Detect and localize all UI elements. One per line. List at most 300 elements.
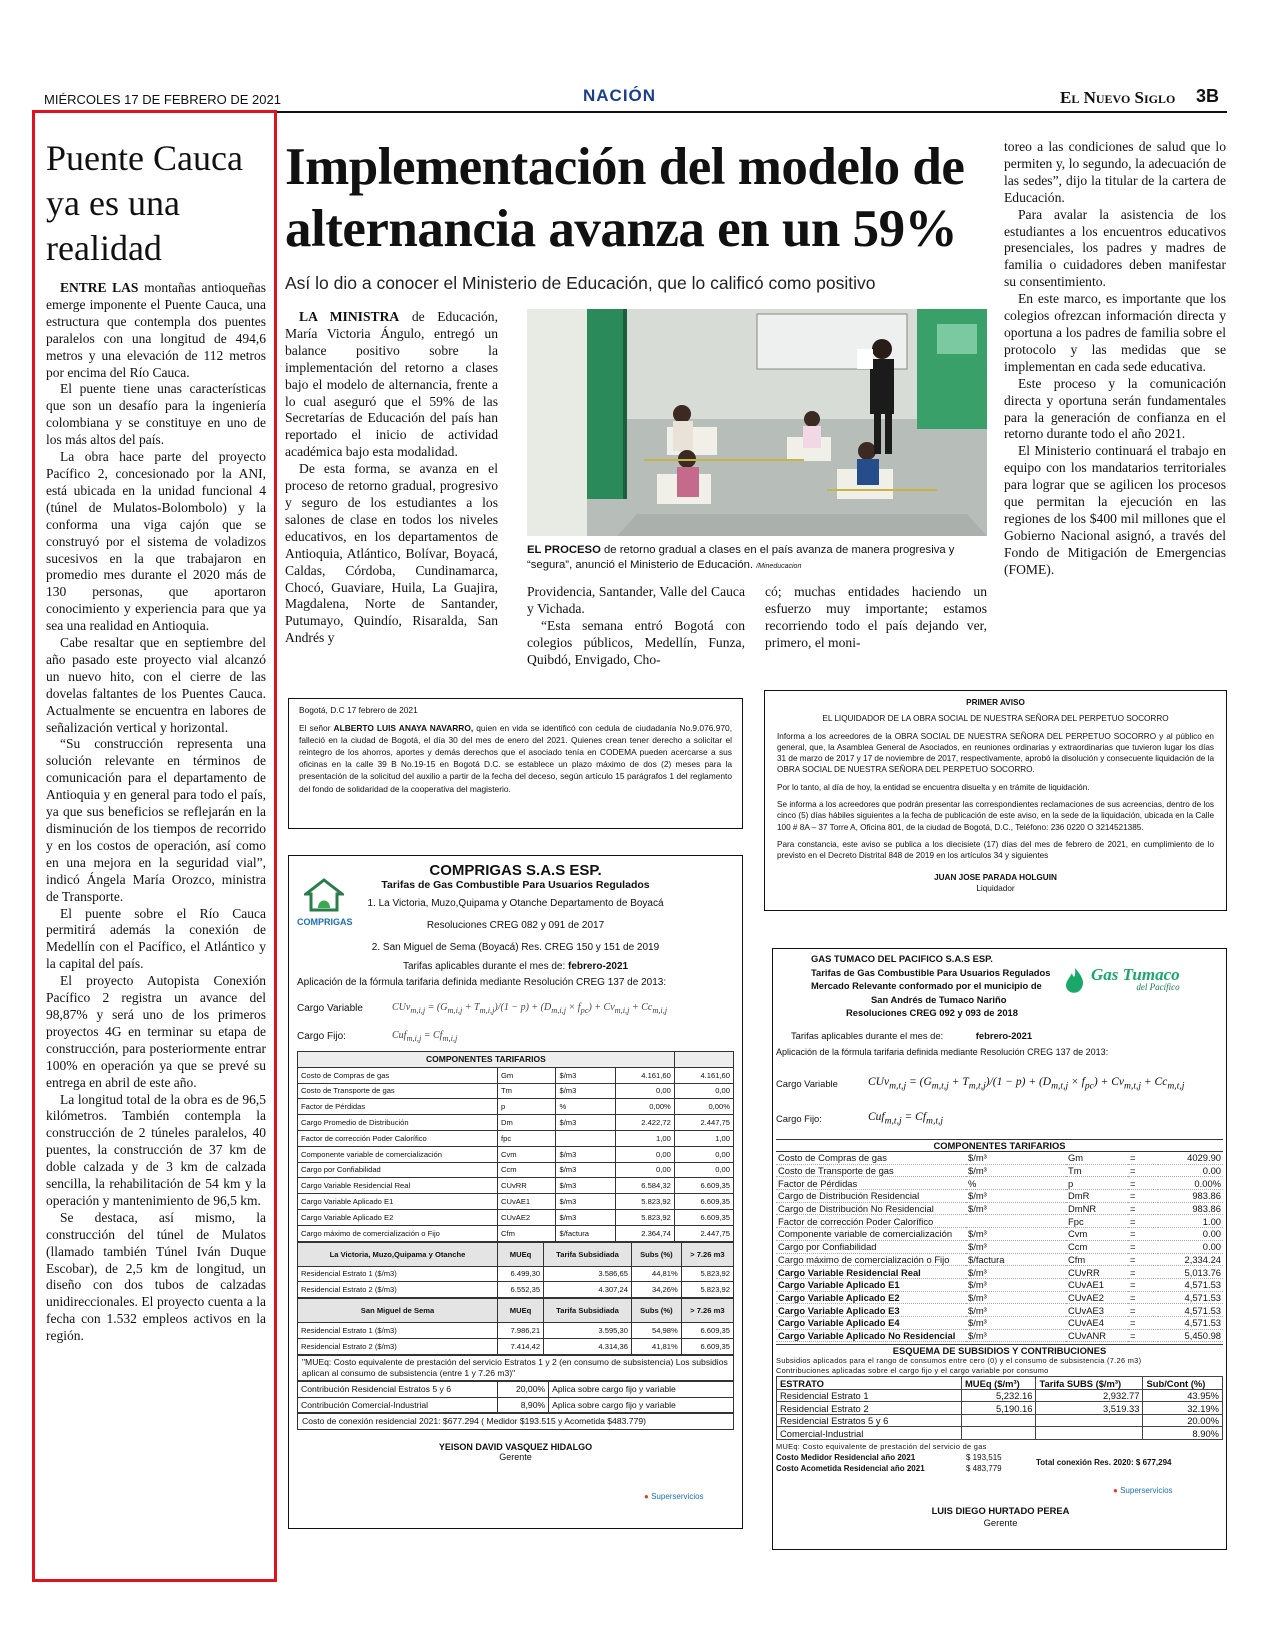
scheme-note: Contribuciones aplicadas sobre el cargo fijo y el cargo variable por consumo bbox=[776, 1366, 1049, 1376]
codema-notice bbox=[288, 698, 743, 829]
table-cell: Residencial Estrato 1 ($/m3) bbox=[298, 1266, 498, 1282]
formula-intro: Aplicación de la fórmula tarifaria definida mediante Resolución CREG 137 de 2013: bbox=[776, 1046, 1109, 1057]
table-cell: Factor de corrección Poder Calorífico bbox=[776, 1215, 966, 1228]
header-cell: Tarifa Subsidiada bbox=[544, 1299, 632, 1323]
table-header: COMPONENTES TARIFARIOS bbox=[298, 1052, 675, 1068]
table-cell: Residencial Estratos 5 y 6 bbox=[777, 1414, 962, 1427]
left-paragraph: La longitud total de la obra es de 96,5 kilómetros. También contempla la construcción de 2 túneles paralelos, 40 puentes, la construcción de 37 km de doble calzada y de 3 km de calzada sencilla, la rehabilitación de 54 km y la operación y mantenimiento de 96,5 km. bbox=[46, 1091, 266, 1208]
table-cell: 4.161,60 bbox=[674, 1067, 733, 1083]
table-cell: 32.19% bbox=[1143, 1402, 1223, 1415]
cargo-fijo-label: Cargo Fijo: bbox=[297, 1030, 346, 1042]
table-row bbox=[777, 1414, 1223, 1427]
table-cell: 5.823,92 bbox=[615, 1209, 674, 1225]
main-paragraph: El Ministerio continuará el trabajo en equipo con los mandatarios territoriales para lograr que se agilicen los procesos que permitan la ejecución en las regiones de los $400 mil millones que el Gobierno Nacional asignó, a través del Fondo de Mitigación de Emergencias (FOME). bbox=[1004, 443, 1226, 577]
medidor-label: Costo Medidor Residencial año 2021 bbox=[776, 1452, 916, 1462]
table-cell: = bbox=[1128, 1329, 1158, 1342]
table-cell: Ccm bbox=[498, 1162, 556, 1178]
table-cell: 0,00% bbox=[615, 1099, 674, 1115]
table-row bbox=[776, 1177, 1223, 1190]
table-cell: = bbox=[1128, 1152, 1158, 1165]
table-row bbox=[776, 1215, 1223, 1228]
table-cell: Residencial Estrato 2 ($/m3) bbox=[298, 1282, 498, 1298]
table-cell: $/m³ bbox=[966, 1266, 1066, 1279]
table-row bbox=[776, 1228, 1223, 1241]
table-row bbox=[298, 1162, 734, 1178]
main-paragraph: Este proceso y la comunicación directa y oportuna serán fundamentales para la generación de confianza en el retorno durante todo el año 2021. bbox=[1004, 375, 1226, 442]
table-cell: 2,932.77 bbox=[1036, 1389, 1143, 1402]
header-cell: > 7.26 m3 bbox=[681, 1299, 733, 1323]
table-cell: $/m3 bbox=[556, 1209, 615, 1225]
main-paragraph: De esta forma, se avanza en el proceso de retorno gradual, progresivo y seguro de los estudiantes a los salones de clase en todos los niveles educativos, en los departamentos de Antioquia, Atlántico, Bolívar, Boyacá, Caldas, Córdoba, Cundinamarca, Chocó, Guaviare, Huila, La Guajira, Magdalena, Norte de Santander, Putumayo, Quindío, Risaralda, San Andrés y bbox=[285, 461, 498, 646]
table-cell: 1,00 bbox=[674, 1130, 733, 1146]
main-paragraph: có; muchas entidades haciendo un esfuerzo muy importante; estamos recorriendo todo el país dejando ver, primero, el moni- bbox=[765, 584, 987, 650]
table-cell: Comercial-Industrial bbox=[777, 1427, 962, 1440]
gastumaco-components-table bbox=[776, 1152, 1223, 1343]
table-row bbox=[776, 1316, 1223, 1329]
table-cell: 983.86 bbox=[1158, 1190, 1223, 1203]
table-cell bbox=[1036, 1414, 1143, 1427]
table-cell: 0,00 bbox=[615, 1146, 674, 1162]
comprigas-components-table bbox=[297, 1051, 734, 1242]
table-cell: $/m³ bbox=[966, 1316, 1066, 1329]
superservicios-logo: ● Superservicios bbox=[1113, 1486, 1173, 1495]
table-cell: $/m3 bbox=[556, 1162, 615, 1178]
table-cell: 41,81% bbox=[631, 1338, 681, 1354]
table-row bbox=[298, 1115, 734, 1131]
newspaper-brand: El Nuevo Siglo bbox=[1060, 88, 1176, 107]
notice-body: quien en vida se identificó con cedula de ciudadanía No.9.076.970, falleció en la ciudad de Bogotá, el día 30 del mes de enero del 2021. Quienes crean tener derecho a solicitar el reintegro de los ahorros, aportes y demás derechos que el asociado tenía en CODEMA pueden acercarse a sus oficinas en la calle 39 B No.19-15 en Bogotá D.C. se establece un plazo máximo de dos (2) meses para la presentación de la solicitud del auxilio a partir de la fecha del deceso, según artículo 15 parágrafos 1 del reglamento del fondo de solidaridad de la cooperativa del magisterio. bbox=[299, 723, 733, 794]
table-cell: Residencial Estrato 2 bbox=[777, 1402, 962, 1415]
table-cell: CUvANR bbox=[1066, 1329, 1128, 1342]
table-cell: 2.447,75 bbox=[674, 1225, 733, 1241]
main-paragraph: Providencia, Santander, Valle del Cauca y Vichada. bbox=[527, 584, 745, 616]
left-paragraph: “Su construcción representa una solución relevante en términos de comunicación para el departamento de Antioquia y en general para todo el país, ya que sus beneficios se reflejarán en la disminución de los tiempos de recorrido y en los costos de operación, así como en una mejora en la seguridad vial”, indicó Ángela María Orozco, ministra de Transporte. bbox=[46, 736, 266, 904]
comprigas-line: 1. La Victoria, Muzo,Quipama y Otanche Departamento de Boyacá bbox=[367, 898, 664, 909]
acometida-label: Costo Acometida Residencial año 2021 bbox=[776, 1463, 925, 1473]
table-cell: 0.00% bbox=[1158, 1177, 1223, 1190]
table-cell: $/factura bbox=[556, 1225, 615, 1241]
table-row bbox=[776, 1152, 1223, 1165]
table-cell: Cargo de Distribución No Residencial bbox=[776, 1202, 966, 1215]
table-cell: CUvAE3 bbox=[1066, 1304, 1128, 1317]
table-cell: = bbox=[1128, 1316, 1158, 1329]
table-header-row bbox=[298, 1299, 734, 1323]
table-row bbox=[298, 1194, 734, 1210]
table-row bbox=[298, 1209, 734, 1225]
comprigas-line: Resoluciones CREG 082 y 091 de 2017 bbox=[426, 920, 605, 931]
notice-date: Bogotá, D.C 17 febrero de 2021 bbox=[299, 705, 418, 715]
table-cell: Residencial Estrato 1 ($/m3) bbox=[298, 1323, 498, 1339]
table-cell: 6.609,35 bbox=[681, 1338, 733, 1354]
table-cell: 6.609,35 bbox=[674, 1178, 733, 1194]
table-cell: 0,00 bbox=[615, 1162, 674, 1178]
muq-note: MUEq: Costo equivalente de prestación del servicio de gas bbox=[776, 1441, 987, 1451]
table-row bbox=[776, 1291, 1223, 1304]
table-cell: 8,90% bbox=[498, 1397, 549, 1413]
notice-paragraph: Se informa a los acreedores que podrán presentar las correspondientes reclamaciones de sus acreencias, dentro de los cinco (5) días hábiles siguientes a la fecha de publicación de este aviso, en la sede de la liquidación, ubicada en la Calle 100 # 8A – 37 Torre A, Oficina 801, de la ciudad de Bogotá, D.C., Teléfono: 236 0220 O 3214521385. bbox=[777, 800, 1214, 832]
table-cell: Cargo por Confiabilidad bbox=[298, 1162, 498, 1178]
table-cell: 7.414,42 bbox=[498, 1338, 544, 1354]
left-paragraph: montañas antioqueñas emerge imponente el Puente Cauca, una estructura que contempla dos puentes paralelos con una longitud de 494,6 metros y una elevación de 112 metros por encima del Río Cauca. bbox=[46, 280, 266, 380]
left-article-title: Puente Cauca ya es una realidad bbox=[46, 138, 243, 268]
comprigas-subsidy-table-1 bbox=[297, 1242, 734, 1299]
table-cell: Cargo por Confiabilidad bbox=[776, 1240, 966, 1253]
left-paragraph: El puente tiene unas características que son un desafío para la ingeniería colombiana y se constituye en uno de los más altos del país. bbox=[46, 381, 266, 448]
table-cell: = bbox=[1128, 1304, 1158, 1317]
gastumaco-subtitle: Tarifas de Gas Combustible Para Usuarios Regulados bbox=[811, 966, 1051, 978]
table-cell: = bbox=[1128, 1240, 1158, 1253]
header-cell: > 7.26 m3 bbox=[681, 1242, 733, 1266]
table-cell: 5.823,92 bbox=[615, 1194, 674, 1210]
table-cell: 4,571.53 bbox=[1158, 1278, 1223, 1291]
table-cell: CUvRR bbox=[498, 1178, 556, 1194]
table-row bbox=[298, 1067, 734, 1083]
signer-name: YEISON DAVID VASQUEZ HIDALGO bbox=[438, 1442, 593, 1453]
table-cell: 5,450.98 bbox=[1158, 1329, 1223, 1342]
comprigas-logo: COMPRIGAS bbox=[297, 878, 351, 927]
header-cell: MUEq bbox=[498, 1242, 544, 1266]
table-header-row bbox=[298, 1242, 734, 1266]
signer-role: Liquidador bbox=[976, 883, 1015, 893]
table-cell: Cargo Variable Aplicado E2 bbox=[776, 1291, 966, 1304]
table-cell: CUvAE1 bbox=[498, 1194, 556, 1210]
table-cell: 4.307,24 bbox=[544, 1282, 632, 1298]
table-cell: 4.314,36 bbox=[544, 1338, 632, 1354]
table-row bbox=[776, 1266, 1223, 1279]
table-row bbox=[776, 1164, 1223, 1177]
table-row bbox=[298, 1266, 734, 1282]
house-icon bbox=[304, 878, 344, 912]
table-row bbox=[777, 1427, 1223, 1440]
table-cell: Cvm bbox=[498, 1146, 556, 1162]
scheme-note: Subsidios aplicados para el rango de consumos entre cero (0) y el consumo de subsistencia (7.26 m3) bbox=[776, 1356, 1142, 1366]
cargo-variable-label: Cargo Variable bbox=[297, 1002, 363, 1014]
period-value: febrero-2021 bbox=[568, 961, 629, 972]
left-paragraph: La obra hace parte del proyecto Pacífico 2, concesionado por la ANI, está ubicada en la unidad funcional 4 (túnel de Mulatos-Bolombolo) y la conforma una viga cajón que se construyó por el sistema de voladizos sucesivos en la que trabajaron en promedio mes durante el 2020 más de 130 personas, que aportaron conocimiento y experiencia para que ya sea una realidad en Antioquia. bbox=[46, 449, 266, 634]
signer-role: Gerente bbox=[983, 1517, 1018, 1528]
table-row bbox=[777, 1402, 1223, 1415]
gastumaco-logo: Gas Tumaco del Pacífico bbox=[1063, 967, 1180, 995]
table-cell: Aplica sobre cargo fijo y variable bbox=[549, 1381, 734, 1397]
table-cell: 983.86 bbox=[1158, 1202, 1223, 1215]
table-cell: CUvAE4 bbox=[1066, 1316, 1128, 1329]
table-row bbox=[776, 1278, 1223, 1291]
table-cell: $/m³ bbox=[966, 1164, 1066, 1177]
section-label: NACIÓN bbox=[583, 86, 657, 105]
table-cell: $/m3 bbox=[556, 1115, 615, 1131]
table-row bbox=[776, 1190, 1223, 1203]
table-cell: Cargo Variable Residencial Real bbox=[298, 1178, 498, 1194]
header-cell: Subs (%) bbox=[631, 1299, 681, 1323]
table-cell: Cvm bbox=[1066, 1228, 1128, 1241]
table-cell: Componente variable de comercialización bbox=[298, 1146, 498, 1162]
table-header-row bbox=[777, 1377, 1223, 1390]
left-article-body bbox=[46, 280, 266, 1345]
table-cell: Factor de corrección Poder Calorífico bbox=[298, 1130, 498, 1146]
muq-note: "MUEq: Costo equivalente de prestación del servicio Estratos 1 y 2 (en consumo de subsistencia) Los subsidios aplican al consumo de subsistencia (entre 1 y 7.26 m3)" bbox=[297, 1355, 734, 1381]
header-cell: San Miguel de Sema bbox=[298, 1299, 498, 1323]
table-cell: 44,81% bbox=[631, 1266, 681, 1282]
formula-intro: Aplicación de la fórmula tarifaria definida mediante Resolución CREG 137 de 2013: bbox=[297, 977, 667, 988]
table-cell: Cargo máximo de comercialización o Fijo bbox=[776, 1253, 966, 1266]
table-cell: Residencial Estrato 2 ($/m3) bbox=[298, 1338, 498, 1354]
main-paragraph: En este marco, es importante que los colegios ofrezcan información directa y oportuna a los padres de familia sobre el protocolo y las medidas que se implementan en cada sede educativa. bbox=[1004, 291, 1226, 374]
table-cell: 6.499,30 bbox=[498, 1266, 544, 1282]
table-cell: 3.595,30 bbox=[544, 1323, 632, 1339]
table-cell: Aplica sobre cargo fijo y variable bbox=[549, 1397, 734, 1413]
superservicios-logo: ● Superservicios bbox=[644, 1492, 704, 1501]
table-cell: p bbox=[498, 1099, 556, 1115]
table-cell: 3,519.33 bbox=[1036, 1402, 1143, 1415]
table-cell: Residencial Estrato 1 bbox=[777, 1389, 962, 1402]
gastumaco-market: Mercado Relevante conformado por el municipio de bbox=[811, 980, 1042, 991]
main-article-title: Implementación del modelo de alternancia avanza en un 59% bbox=[285, 138, 965, 258]
table-cell: Costo de Compras de gas bbox=[298, 1067, 498, 1083]
table-cell: $/m3 bbox=[556, 1178, 615, 1194]
table-cell: CUvAE2 bbox=[1066, 1291, 1128, 1304]
gastumaco-title: GAS TUMACO DEL PACIFICO S.A.S ESP. bbox=[811, 953, 993, 964]
table-cell: $/m³ bbox=[966, 1278, 1066, 1291]
table-row bbox=[298, 1146, 734, 1162]
table-cell: 4,571.53 bbox=[1158, 1291, 1223, 1304]
table-cell bbox=[962, 1414, 1036, 1427]
signer-name: JUAN JOSE PARADA HOLGUIN bbox=[934, 872, 1057, 882]
deceased-name: ALBERTO LUIS ANAYA NAVARRO, bbox=[333, 723, 474, 734]
table-cell: 0,00 bbox=[674, 1162, 733, 1178]
table-header: COMPONENTES TARIFARIOS bbox=[776, 1139, 1223, 1152]
table-row bbox=[298, 1130, 734, 1146]
page-number: 3B bbox=[1196, 86, 1220, 106]
header-cell: Tarifa SUBS ($/m³) bbox=[1036, 1377, 1143, 1390]
header-cell: MUEq ($/m³) bbox=[962, 1377, 1036, 1390]
gastumaco-resolutions: Resoluciones CREG 092 y 093 de 2018 bbox=[846, 1007, 1018, 1018]
table-cell: 0,00 bbox=[674, 1146, 733, 1162]
liquidador-notice bbox=[764, 690, 1227, 911]
table-cell: 6.584,32 bbox=[615, 1178, 674, 1194]
table-cell: 0,00 bbox=[674, 1083, 733, 1099]
caption-lead: EL PROCESO bbox=[527, 544, 601, 556]
table-cell: Cargo Variable Aplicado No Residencial bbox=[776, 1329, 966, 1342]
table-cell: Costo de Compras de gas bbox=[776, 1152, 966, 1165]
table-cell: % bbox=[556, 1099, 615, 1115]
table-cell: Contribución Comercial-Industrial bbox=[298, 1397, 498, 1413]
table-cell: 43.95% bbox=[1143, 1389, 1223, 1402]
photo-credit: /Mineducacion bbox=[756, 562, 802, 570]
main-paragraph: toreo a las condiciones de salud que lo permiten y, lo segundo, la adecuación de las sedes”, dijo la titular de la cartera de Educación. bbox=[1004, 139, 1226, 205]
period-value: febrero-2021 bbox=[975, 1029, 1033, 1041]
table-cell: Cargo Variable Aplicado E2 bbox=[298, 1209, 498, 1225]
table-cell: p bbox=[1066, 1177, 1128, 1190]
table-cell: $/factura bbox=[966, 1253, 1066, 1266]
table-cell: 5.823,92 bbox=[681, 1266, 733, 1282]
comprigas-line: 2. San Miguel de Sema (Boyacá) Res. CREG 150 y 151 de 2019 bbox=[371, 942, 660, 953]
table-cell: Ccm bbox=[1066, 1240, 1128, 1253]
header-cell: Tarifa Subsidiada bbox=[544, 1242, 632, 1266]
table-cell: 20,00% bbox=[498, 1381, 549, 1397]
table-cell: Gm bbox=[1066, 1152, 1128, 1165]
notice-body-start: El señor bbox=[299, 723, 331, 734]
table-cell: fpc bbox=[498, 1130, 556, 1146]
table-cell: Tm bbox=[498, 1083, 556, 1099]
table-cell: = bbox=[1128, 1228, 1158, 1241]
table-cell: = bbox=[1128, 1202, 1158, 1215]
table-cell: = bbox=[1128, 1190, 1158, 1203]
table-cell: Tm bbox=[1066, 1164, 1128, 1177]
table-cell: = bbox=[1128, 1215, 1158, 1228]
table-cell: $/m³ bbox=[966, 1152, 1066, 1165]
acometida-value: $ 483,779 bbox=[966, 1463, 1002, 1473]
connection-cost: Costo de conexión residencial 2021: $677.294 ( Medidor $193.515 y Acometida $483.779) bbox=[297, 1413, 734, 1430]
table-cell: 7.986,21 bbox=[498, 1323, 544, 1339]
table-cell: $/m3 bbox=[556, 1194, 615, 1210]
table-cell: Cfm bbox=[1066, 1253, 1128, 1266]
table-cell: Cfm bbox=[498, 1225, 556, 1241]
table-cell bbox=[966, 1215, 1066, 1228]
table-cell: = bbox=[1128, 1266, 1158, 1279]
table-cell: Gm bbox=[498, 1067, 556, 1083]
cargo-fijo-label: Cargo Fijo: bbox=[776, 1113, 822, 1124]
table-cell: = bbox=[1128, 1164, 1158, 1177]
table-cell: $/m³ bbox=[966, 1228, 1066, 1241]
period-label: Tarifas aplicables durante el mes de: bbox=[791, 1029, 944, 1041]
table-cell: 8.90% bbox=[1143, 1427, 1223, 1440]
table-row bbox=[776, 1240, 1223, 1253]
table-cell: $/m³ bbox=[966, 1329, 1066, 1342]
table-cell: = bbox=[1128, 1291, 1158, 1304]
comprigas-contrib-table bbox=[297, 1381, 734, 1414]
table-cell: Factor de Pérdidas bbox=[298, 1099, 498, 1115]
table-cell: 4,571.53 bbox=[1158, 1304, 1223, 1317]
table-cell: 34,26% bbox=[631, 1282, 681, 1298]
cargo-variable-label: Cargo Variable bbox=[776, 1078, 838, 1089]
table-cell: 2.364,74 bbox=[615, 1225, 674, 1241]
table-cell: 2.447,75 bbox=[674, 1115, 733, 1131]
table-cell bbox=[556, 1130, 615, 1146]
total-value: $ 677,294 bbox=[1135, 1457, 1172, 1467]
caption-text: de retorno gradual a clases en el país avanza de manera progresiva y “segura”, anunció el Ministerio de Educación. bbox=[527, 544, 955, 571]
table-cell: $/m³ bbox=[966, 1291, 1066, 1304]
table-cell: $/m3 bbox=[556, 1067, 615, 1083]
table-cell: % bbox=[966, 1177, 1066, 1190]
table-cell: 2,334.24 bbox=[1158, 1253, 1223, 1266]
table-row bbox=[776, 1202, 1223, 1215]
table-row bbox=[298, 1397, 734, 1413]
main-paragraph: de Educación, María Victoria Ángulo, entregó un balance positivo sobre la implementación del retorno a clases bajo el modelo de alternancia, frente a lo cual aseguró que el 59% de las Secretarías de Educación del país han reportado el inicio de actividad académica bajo esta modalidad. bbox=[285, 309, 498, 460]
notice-subtitle: EL LIQUIDADOR DE LA OBRA SOCIAL DE NUESTRA SEÑORA DEL PERPETUO SOCORRO bbox=[822, 714, 1169, 724]
table-cell bbox=[1036, 1427, 1143, 1440]
table-cell: 5.823,92 bbox=[681, 1282, 733, 1298]
table-cell: 6.609,35 bbox=[674, 1194, 733, 1210]
table-cell: 4.161,60 bbox=[615, 1067, 674, 1083]
table-cell: 1.00 bbox=[1158, 1215, 1223, 1228]
signer-role: Gerente bbox=[499, 1452, 532, 1463]
table-cell: CUvRR bbox=[1066, 1266, 1128, 1279]
main-article-subtitle: Así lo dio a conocer el Ministerio de Educación, que lo calificó como positivo bbox=[285, 273, 876, 293]
main-paragraph: Para avalar la asistencia de los estudiantes a los encuentros educativos presenciales, los padres y madres de familia o cuidadores deben manifestar su consentimiento. bbox=[1004, 206, 1226, 290]
table-row bbox=[776, 1253, 1223, 1266]
main-col-1 bbox=[285, 309, 498, 647]
signer-name: LUIS DIEGO HURTADO PEREA bbox=[931, 1505, 1070, 1516]
main-col-3 bbox=[765, 584, 987, 652]
main-col-2 bbox=[527, 584, 745, 669]
table-row bbox=[298, 1083, 734, 1099]
table-row bbox=[298, 1381, 734, 1397]
table-cell: $/m³ bbox=[966, 1304, 1066, 1317]
table-cell: Cargo Promedio de Distribución bbox=[298, 1115, 498, 1131]
table-cell: Cargo máximo de comercialización o Fijo bbox=[298, 1225, 498, 1241]
table-cell bbox=[962, 1427, 1036, 1440]
table-cell: 4029.90 bbox=[1158, 1152, 1223, 1165]
scheme-title: ESQUEMA DE SUBSIDIOS Y CONTRIBUCIONES bbox=[776, 1344, 1223, 1356]
left-paragraph: Se destaca, así mismo, la construcción del túnel de Mulatos (llamado también Túnel Iván Duque Escobar), de 2,5 km de longitud, un diseño con dos tubos de calzadas unidireccionales. El proyecto cuenta a la fecha con 1.532 empleos activos en la región. bbox=[46, 1209, 266, 1344]
table-row bbox=[298, 1225, 734, 1241]
comprigas-title: COMPRIGAS S.A.S ESP. bbox=[429, 862, 602, 879]
notice-paragraph: Por lo tanto, al día de hoy, la entidad se encuentra disuelta y en trámite de liquidación. bbox=[777, 782, 1090, 792]
header-cell: ESTRATO bbox=[777, 1377, 962, 1390]
left-paragraph: Cabe resaltar que en septiembre del año pasado este proyecto vial alcanzó un nuevo hito, con el cierre de las dovelas faltantes de los Puentes Cauca. Actualmente se encuentra en labores de señalización vertical y horizontal. bbox=[46, 635, 266, 735]
table-cell: 0.00 bbox=[1158, 1164, 1223, 1177]
total-label: Total conexión Res. 2020: bbox=[1036, 1457, 1134, 1467]
table-cell: 5,232.16 bbox=[962, 1389, 1036, 1402]
header-cell: La Victoria, Muzo,Quipama y Otanche bbox=[298, 1242, 498, 1266]
table-cell: Fpc bbox=[1066, 1215, 1128, 1228]
header-cell: Subs (%) bbox=[631, 1242, 681, 1266]
table-cell: 20.00% bbox=[1143, 1414, 1223, 1427]
table-row bbox=[298, 1099, 734, 1115]
gastumaco-municipality: San Andrés de Tumaco Nariño bbox=[871, 993, 1007, 1005]
left-paragraph: El proyecto Autopista Conexión Pacífico 2 registra un avance del 98,87% y será uno de los primeros proyectos 4G en terminar su etapa de construcción, para posteriormente entrar 100% en operación ya que se prevé su entrega en abril de este año. bbox=[46, 973, 266, 1090]
table-cell: 6.609,35 bbox=[681, 1323, 733, 1339]
gastumaco-notice bbox=[772, 948, 1227, 1550]
comprigas-notice bbox=[288, 855, 743, 1529]
table-cell: Cargo Variable Aplicado E1 bbox=[298, 1194, 498, 1210]
table-row bbox=[776, 1304, 1223, 1317]
table-cell: CUvAE2 bbox=[498, 1209, 556, 1225]
comprigas-subsidy-table-2 bbox=[297, 1298, 734, 1355]
table-cell: DmNR bbox=[1066, 1202, 1128, 1215]
variable-formula: $CUv_{m,i,j} = (G_{m,i,j} + T_{m,i,j})/(1 - p) + (D_{m,i,j} \times f_{pc}) + Cv_{m,i,j} + Cc_{m,i,j}$ bbox=[392, 1001, 668, 1015]
table-cell: 0,00% bbox=[674, 1099, 733, 1115]
main-col-4 bbox=[1004, 139, 1226, 579]
table-cell: Dm bbox=[498, 1115, 556, 1131]
main-article-lead: LA MINISTRA bbox=[299, 309, 400, 324]
photo-caption bbox=[527, 543, 987, 575]
table-cell: Cargo Variable Aplicado E3 bbox=[776, 1304, 966, 1317]
table-cell: Cargo de Distribución Residencial bbox=[776, 1190, 966, 1203]
table-cell: = bbox=[1128, 1278, 1158, 1291]
table-row bbox=[298, 1178, 734, 1194]
table-cell: = bbox=[1128, 1253, 1158, 1266]
header-cell: MUEq bbox=[498, 1299, 544, 1323]
notice-paragraph: Informa a los acreedores de la OBRA SOCIAL DE NUESTRA SEÑORA DEL PERPETUO SOCORRO y al público en general, que, la Asamblea General de Asociados, en reuniones ordinarias y extraordinarias que tuvieron lugar los días 31 de marzo de 2017 y 17 de noviembre de 2017, respectivamente, aprobó la disolución y consecuente liquidación de la OBRA SOCIAL DE NUESTRA SEÑORA DEL PERPETUO SOCORRO. bbox=[777, 731, 1214, 775]
period-label: Tarifas aplicables durante el mes de: bbox=[402, 961, 566, 972]
medidor-value: $ 193,515 bbox=[966, 1452, 1002, 1462]
table-cell: 6.609,35 bbox=[674, 1209, 733, 1225]
main-paragraph: “Esta semana entró Bogotá con colegios públicos, Medellín, Funza, Quibdó, Envigado, Cho- bbox=[527, 617, 745, 667]
table-cell: 5,190.16 bbox=[962, 1402, 1036, 1415]
notice-paragraph: Para constancia, este aviso se publica a los diecisiete (17) días del mes de febrero de 2021, en cumplimiento de lo previsto en el Decreto Distrital 848 de 2019 en los artículos 34 y siguientes bbox=[777, 839, 1214, 861]
flame-icon bbox=[1063, 967, 1087, 995]
table-row bbox=[298, 1338, 734, 1354]
fixed-formula: $Cuf_{m,i,j} = Cf_{m,i,j}$ bbox=[392, 1029, 458, 1043]
left-article-lead: ENTRE LAS bbox=[60, 280, 139, 295]
table-cell: 1,00 bbox=[615, 1130, 674, 1146]
table-cell: Componente variable de comercialización bbox=[776, 1228, 966, 1241]
table-row bbox=[777, 1389, 1223, 1402]
fixed-formula: $Cuf_{m,t,j} = Cf_{m,t,j}$ bbox=[868, 1110, 944, 1127]
comprigas-subtitle: Tarifas de Gas Combustible Para Usuarios Regulados bbox=[381, 879, 650, 891]
header-cell: Sub/Cont (%) bbox=[1143, 1377, 1223, 1390]
